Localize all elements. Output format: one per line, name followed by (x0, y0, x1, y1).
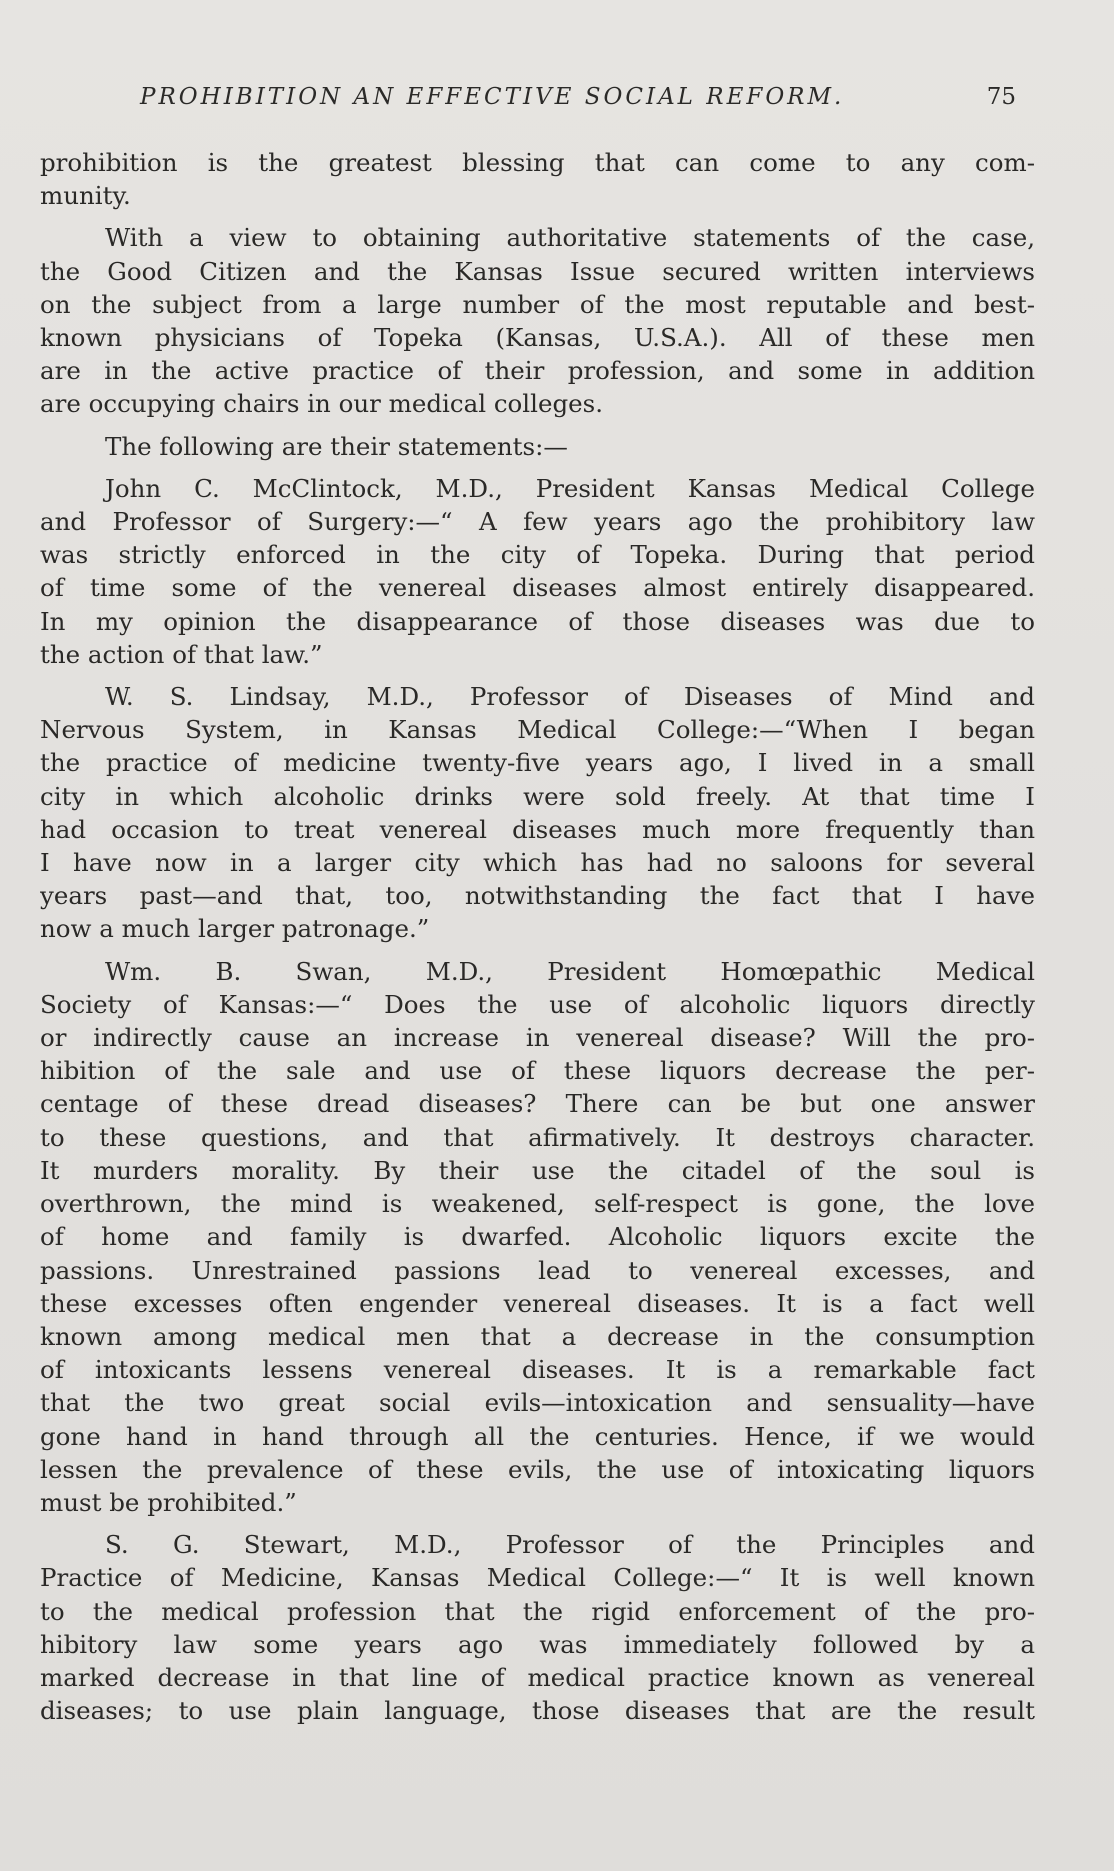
paragraph-intro (40, 221, 1035, 420)
text-line: It murders morality. By their use the citadel of the soul is (40, 1155, 1035, 1185)
text-line: W. S. Lindsay, M.D., Professor of Diseases of Mind and (105, 682, 1035, 712)
text-line: city in which alcoholic drinks were sold freely. At that time I (40, 781, 1035, 811)
text-line: are in the active practice of their profession, and some in addition (40, 356, 1035, 386)
text-line: had occasion to treat venereal diseases much more frequently than (40, 814, 1035, 844)
text-line: diseases; to use plain language, those diseases that are the result (40, 1696, 1035, 1726)
text-line: known among medical men that a decrease in the consumption (40, 1321, 1035, 1351)
text-line: I have now in a larger city which has had no saloons for several (40, 848, 1035, 878)
page-number: 75 (986, 84, 1016, 110)
text-line: the action of that law.” (40, 639, 323, 669)
text-line: the practice of medicine twenty-five years ago, I lived in a small (40, 748, 1035, 778)
text-line: and Professor of Surgery:—“ A few years ago the prohibitory law (40, 507, 1035, 537)
text-line: marked decrease in that line of medical practice known as venereal (40, 1662, 1035, 1692)
text-line: John C. McClintock, M.D., President Kansas Medical College (105, 473, 1035, 503)
paragraph-continuation (40, 146, 1035, 212)
text-line: are occupying chairs in our medical colleges. (40, 389, 604, 419)
text-line: must be prohibited.” (40, 1487, 297, 1517)
paragraph-lindsay (40, 680, 1035, 946)
text-line: years past—and that, too, notwithstanding the fact that I have (40, 881, 1035, 911)
text-line: The following are their statements:— (105, 431, 568, 461)
body-text (40, 146, 1035, 1727)
paragraph-mcclintock (40, 472, 1035, 671)
text-line: hibitory law some years ago was immediately followed by a (40, 1629, 1035, 1659)
text-line: the Good Citizen and the Kansas Issue secured written interviews (40, 256, 1035, 286)
running-title: PROHIBITION AN EFFECTIVE SOCIAL REFORM. (140, 84, 845, 110)
text-line: to these questions, and that afirmatively. It destroys character. (40, 1122, 1035, 1152)
text-line: In my opinion the disappearance of those diseases was due to (40, 606, 1035, 636)
text-line: gone hand in hand through all the centuries. Hence, if we would (40, 1421, 1035, 1451)
text-line: Wm. B. Swan, M.D., President Homœpathic Medical (105, 956, 1035, 986)
text-line: known physicians of Topeka (Kansas, U.S.A.). All of these men (40, 323, 1035, 353)
text-line: lessen the prevalence of these evils, the use of intoxicating liquors (40, 1454, 1035, 1484)
text-line: Society of Kansas:—“ Does the use of alcoholic liquors directly (40, 989, 1035, 1019)
paragraph-swan (40, 955, 1035, 1519)
text-line: of intoxicants lessens venereal diseases. It is a remarkable fact (40, 1355, 1035, 1385)
text-line: Practice of Medicine, Kansas Medical College:—“ It is well known (40, 1563, 1035, 1593)
text-line: to the medical profession that the rigid enforcement of the pro- (40, 1596, 1035, 1626)
text-line: With a view to obtaining authoritative statements of the case, (105, 223, 1035, 253)
text-line: prohibition is the greatest blessing that can come to any com- (40, 148, 1035, 177)
text-line: now a much larger patronage.” (40, 914, 430, 944)
text-line: on the subject from a large number of the most reputable and best- (40, 289, 1035, 319)
text-line: centage of these dread diseases? There can be but one answer (40, 1089, 1035, 1119)
paragraph-stewart (40, 1528, 1035, 1727)
text-line: of time some of the venereal diseases almost entirely disappeared. (40, 573, 1035, 603)
text-line: of home and family is dwarfed. Alcoholic liquors excite the (40, 1222, 1035, 1252)
text-line: or indirectly cause an increase in venereal disease? Will the pro- (40, 1023, 1035, 1053)
text-line: that the two great social evils—intoxication and sensuality—have (40, 1388, 1035, 1418)
text-line: hibition of the sale and use of these liquors decrease the per- (40, 1056, 1035, 1086)
text-line: these excesses often engender venereal diseases. It is a fact well (40, 1288, 1035, 1318)
text-line: S. G. Stewart, M.D., Professor of the Principles and (105, 1530, 1035, 1560)
text-line: passions. Unrestrained passions lead to venereal excesses, and (40, 1255, 1035, 1285)
text-line: was strictly enforced in the city of Topeka. During that period (40, 540, 1035, 570)
text-line: munity. (40, 181, 131, 211)
text-line: overthrown, the mind is weakened, self-respect is gone, the love (40, 1189, 1035, 1219)
paragraph-lead-in (40, 430, 1035, 463)
running-header (40, 84, 1016, 124)
text-line: Nervous System, in Kansas Medical College:—“When I began (40, 715, 1035, 745)
